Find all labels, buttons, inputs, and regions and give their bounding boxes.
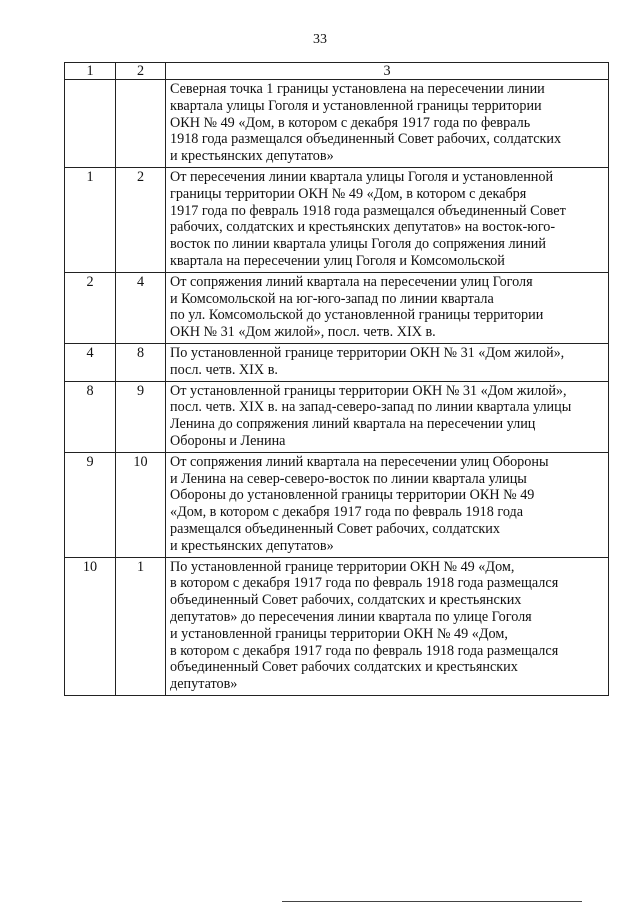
description-line: посл. четв. XIX в.	[170, 361, 278, 378]
description-line: рабочих, солдатских и крестьянских депутатов» на восток-юго-	[170, 219, 556, 236]
description-line: в котором с декабря 1917 года по февраль 1918 года размещался	[170, 642, 559, 659]
description-cell	[166, 381, 609, 452]
description-cell	[166, 343, 609, 381]
description-line: По установленной границе территории ОКН № 49 «Дом,	[170, 558, 515, 575]
description-line: ОКН № 31 «Дом жилой», посл. четв. XIX в.	[170, 324, 436, 341]
point-from-cell: 9	[65, 452, 116, 557]
description-cell	[166, 80, 609, 168]
description-line: «Дом, в котором с декабря 1917 года по февраль 1918 года	[170, 504, 524, 521]
description-line: Ленина до сопряжения линий квартала на пересечении улиц	[170, 416, 536, 433]
point-from-cell	[65, 80, 116, 168]
description-line: посл. четв. XIX в. на запад-северо-запад по линии квартала улицы	[170, 399, 572, 416]
description-line: квартала на пересечении улиц Гоголя и Комсомольской	[170, 252, 505, 269]
description-line: депутатов» до пересечения линии квартала по улице Гоголя	[170, 608, 532, 625]
description-line: Северная точка 1 границы установлена на пересечении линии	[170, 81, 545, 97]
description-line: объединенный Совет рабочих, солдатских и крестьянских	[170, 592, 522, 609]
table-row	[65, 557, 609, 695]
table-row	[65, 381, 609, 452]
boundary-table	[64, 62, 609, 696]
column-header: 2	[116, 63, 166, 80]
description-line: Обороны до установленной границы территории ОКН № 49	[170, 487, 535, 504]
table-row	[65, 80, 609, 168]
point-to-cell: 9	[116, 381, 166, 452]
point-to-cell: 8	[116, 343, 166, 381]
footer-rule	[282, 901, 582, 902]
table-row	[65, 452, 609, 557]
table-header	[65, 63, 609, 80]
description-line: От сопряжения линий квартала на пересечении улиц Обороны	[170, 453, 549, 470]
point-from-cell: 2	[65, 272, 116, 343]
point-from-cell: 1	[65, 167, 116, 272]
description-line: Обороны и Ленина	[170, 432, 286, 449]
column-header: 3	[166, 63, 609, 80]
description-line: и Ленина на север-северо-восток по линии квартала улицы	[170, 470, 527, 487]
point-to-cell: 4	[116, 272, 166, 343]
description-line: и крестьянских депутатов»	[170, 148, 334, 165]
description-line: в котором с декабря 1917 года по февраль 1918 года размещался	[170, 575, 559, 592]
description-line: по ул. Комсомольской до установленной границы территории	[170, 307, 544, 324]
point-to-cell	[116, 80, 166, 168]
description-line: границы территории ОКН № 49 «Дом, в котором с декабря	[170, 185, 527, 202]
description-line: От пересечения линии квартала улицы Гоголя и установленной	[170, 168, 554, 185]
table-row	[65, 272, 609, 343]
description-cell	[166, 557, 609, 695]
point-from-cell: 4	[65, 343, 116, 381]
point-to-cell: 10	[116, 452, 166, 557]
description-line: и установленной границы территории ОКН № 49 «Дом,	[170, 625, 508, 642]
description-cell	[166, 452, 609, 557]
point-to-cell: 1	[116, 557, 166, 695]
point-from-cell: 8	[65, 381, 116, 452]
point-to-cell: 2	[116, 167, 166, 272]
column-header: 1	[65, 63, 116, 80]
table-row	[65, 167, 609, 272]
description-line: и крестьянских депутатов»	[170, 537, 334, 554]
description-line: От сопряжения линий квартала на пересечении улиц Гоголя	[170, 273, 533, 290]
description-line: ОКН № 49 «Дом, в котором с декабря 1917 года по февраль	[170, 114, 531, 131]
page-number: 33	[313, 32, 327, 47]
point-from-cell: 10	[65, 557, 116, 695]
description-cell	[166, 272, 609, 343]
description-line: 1917 года по февраль 1918 года размещался объединенный Совет	[170, 202, 566, 219]
description-cell	[166, 167, 609, 272]
description-line: и Комсомольской на юг-юго-запад по линии квартала	[170, 290, 494, 307]
description-line: По установленной границе территории ОКН № 31 «Дом жилой»,	[170, 344, 565, 361]
description-line: размещался объединенный Совет рабочих, солдатских	[170, 520, 500, 537]
header-row	[65, 63, 609, 80]
description-line: депутатов»	[170, 676, 238, 693]
description-line: От установленной границы территории ОКН № 31 «Дом жилой»,	[170, 382, 567, 399]
table-body	[65, 80, 609, 696]
description-line: 1918 года размещался объединенный Совет рабочих, солдатских	[170, 131, 562, 148]
table-row	[65, 343, 609, 381]
description-line: квартала улицы Гоголя и установленной границы территории	[170, 97, 542, 114]
description-line: восток по линии квартала улицы Гоголя до сопряжения линий	[170, 236, 546, 253]
description-line: объединенный Совет рабочих солдатских и крестьянских	[170, 659, 518, 676]
